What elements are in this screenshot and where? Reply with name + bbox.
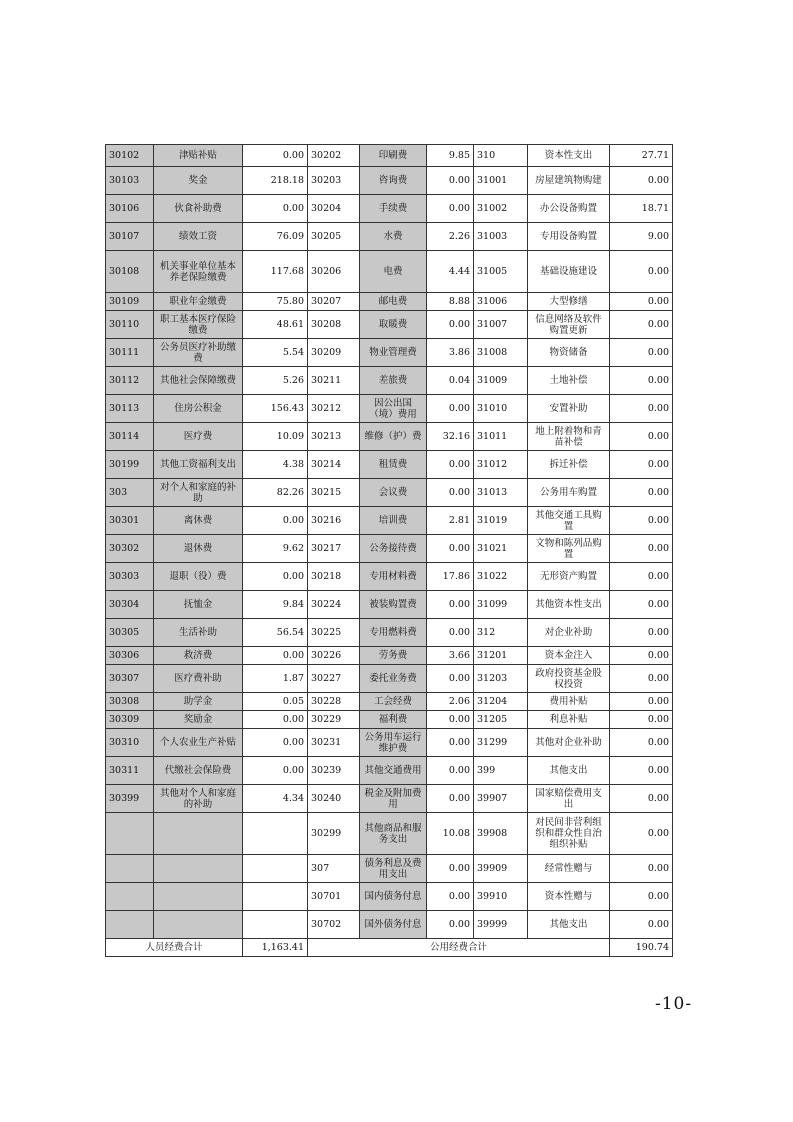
section3-code: 312	[474, 619, 528, 647]
section2-amount: 9.85	[427, 145, 474, 167]
section3-item: 其他支出	[528, 911, 610, 939]
section3-amount: 18.71	[610, 195, 673, 223]
section3-code: 31022	[474, 563, 528, 591]
section2-amount: 0.00	[427, 591, 474, 619]
section2-amount: 3.66	[427, 647, 474, 665]
expense-table-body	[106, 145, 673, 939]
expense-table	[105, 144, 673, 957]
section2-code: 30214	[308, 451, 360, 479]
section2-code: 30226	[308, 647, 360, 665]
section2-item: 咨询费	[360, 167, 427, 195]
section2-item: 印刷费	[360, 145, 427, 167]
section1-amount: 0.00	[243, 647, 308, 665]
section3-amount: 0.00	[610, 395, 673, 423]
section1-amount: 0.00	[243, 711, 308, 729]
section1-amount	[243, 911, 308, 939]
section1-item: 助学金	[154, 693, 243, 711]
section3-amount: 0.00	[610, 507, 673, 535]
section3-amount: 27.71	[610, 145, 673, 167]
section1-code: 30199	[106, 451, 154, 479]
section2-amount: 0.00	[427, 711, 474, 729]
section2-code: 30702	[308, 911, 360, 939]
section2-item: 债务利息及费用支出	[360, 855, 427, 883]
section3-item: 信息网络及软件购置更新	[528, 311, 610, 339]
section3-amount: 0.00	[610, 855, 673, 883]
section3-code: 399	[474, 757, 528, 785]
table-row	[106, 339, 673, 367]
personnel-total-label: 人员经费合计	[106, 939, 243, 957]
section1-amount: 0.00	[243, 145, 308, 167]
totals-row	[106, 939, 673, 957]
table-row	[106, 451, 673, 479]
section2-code: 30224	[308, 591, 360, 619]
section3-amount: 0.00	[610, 813, 673, 855]
section3-code: 31005	[474, 251, 528, 293]
section2-item: 手续费	[360, 195, 427, 223]
table-row	[106, 729, 673, 757]
section1-amount: 9.62	[243, 535, 308, 563]
table-row	[106, 665, 673, 693]
table-row	[106, 251, 673, 293]
table-row	[106, 223, 673, 251]
section2-code: 30217	[308, 535, 360, 563]
section1-item: 对个人和家庭的补助	[154, 479, 243, 507]
section2-amount: 4.44	[427, 251, 474, 293]
section2-amount: 2.26	[427, 223, 474, 251]
section2-item: 水费	[360, 223, 427, 251]
section3-code: 31203	[474, 665, 528, 693]
section1-code: 30112	[106, 367, 154, 395]
section1-amount: 9.84	[243, 591, 308, 619]
section2-amount: 2.81	[427, 507, 474, 535]
section1-amount: 4.34	[243, 785, 308, 813]
section2-item: 劳务费	[360, 647, 427, 665]
section1-amount: 0.00	[243, 507, 308, 535]
table-row	[106, 693, 673, 711]
section2-item: 物业管理费	[360, 339, 427, 367]
section1-item: 机关事业单位基本养老保险缴费	[154, 251, 243, 293]
section3-code: 31009	[474, 367, 528, 395]
section2-amount: 0.04	[427, 367, 474, 395]
table-row	[106, 479, 673, 507]
section1-code: 30114	[106, 423, 154, 451]
page-number: -10-	[655, 994, 693, 1014]
table-row	[106, 883, 673, 911]
table-row	[106, 195, 673, 223]
public-total-value: 190.74	[610, 939, 673, 957]
section1-amount: 75.80	[243, 293, 308, 311]
section2-amount: 0.00	[427, 311, 474, 339]
section1-item: 救济费	[154, 647, 243, 665]
section1-code: 30302	[106, 535, 154, 563]
section2-item: 维修（护）费	[360, 423, 427, 451]
section1-code: 30113	[106, 395, 154, 423]
section3-code: 31006	[474, 293, 528, 311]
section2-item: 培训费	[360, 507, 427, 535]
section3-item: 基础设施建设	[528, 251, 610, 293]
section3-amount: 0.00	[610, 757, 673, 785]
section3-code: 31299	[474, 729, 528, 757]
section3-item: 政府投资基金股权投资	[528, 665, 610, 693]
section3-amount: 9.00	[610, 223, 673, 251]
section3-item: 对民间非营利组织和群众性自治组织补贴	[528, 813, 610, 855]
section1-item: 绩效工资	[154, 223, 243, 251]
section2-code: 30203	[308, 167, 360, 195]
section3-amount: 0.00	[610, 423, 673, 451]
section1-amount: 5.54	[243, 339, 308, 367]
section1-code: 30110	[106, 311, 154, 339]
table-row	[106, 167, 673, 195]
section3-code: 31013	[474, 479, 528, 507]
section1-amount	[243, 855, 308, 883]
section1-code: 30309	[106, 711, 154, 729]
section3-code: 31007	[474, 311, 528, 339]
section2-code: 30213	[308, 423, 360, 451]
table-row	[106, 785, 673, 813]
section3-item: 无形资产购置	[528, 563, 610, 591]
section2-code: 30299	[308, 813, 360, 855]
table-row	[106, 591, 673, 619]
section3-item: 利息补贴	[528, 711, 610, 729]
section1-item: 抚恤金	[154, 591, 243, 619]
section1-amount: 4.38	[243, 451, 308, 479]
section3-item: 地上附着物和青苗补偿	[528, 423, 610, 451]
section2-item: 公务接待费	[360, 535, 427, 563]
section1-item: 医疗费	[154, 423, 243, 451]
section2-amount: 0.00	[427, 535, 474, 563]
section3-item: 安置补助	[528, 395, 610, 423]
section3-amount: 0.00	[610, 785, 673, 813]
section3-code: 39909	[474, 855, 528, 883]
section1-amount: 0.00	[243, 563, 308, 591]
section2-amount: 0.00	[427, 195, 474, 223]
section2-item: 专用材料费	[360, 563, 427, 591]
section2-item: 因公出国（境）费用	[360, 395, 427, 423]
section2-code: 30215	[308, 479, 360, 507]
section1-amount	[243, 883, 308, 911]
section2-code: 30225	[308, 619, 360, 647]
section1-amount	[243, 813, 308, 855]
section2-code: 30207	[308, 293, 360, 311]
table-row	[106, 145, 673, 167]
section3-item: 公务用车购置	[528, 479, 610, 507]
personnel-total-value: 1,163.41	[243, 939, 308, 957]
section2-item: 差旅费	[360, 367, 427, 395]
section1-code	[106, 855, 154, 883]
section2-amount: 0.00	[427, 167, 474, 195]
section1-item: 职业年金缴费	[154, 293, 243, 311]
section1-item: 医疗费补助	[154, 665, 243, 693]
section2-item: 委托业务费	[360, 665, 427, 693]
section2-item: 工会经费	[360, 693, 427, 711]
section3-code: 31021	[474, 535, 528, 563]
section2-item: 取暖费	[360, 311, 427, 339]
section1-code: 30107	[106, 223, 154, 251]
section3-item: 拆迁补偿	[528, 451, 610, 479]
section3-item: 土地补偿	[528, 367, 610, 395]
section1-item: 津贴补贴	[154, 145, 243, 167]
section3-code: 39907	[474, 785, 528, 813]
section3-amount: 0.00	[610, 251, 673, 293]
section1-code: 30111	[106, 339, 154, 367]
section3-code: 31008	[474, 339, 528, 367]
section1-code	[106, 911, 154, 939]
section1-amount: 82.26	[243, 479, 308, 507]
section1-code: 30307	[106, 665, 154, 693]
table-row	[106, 535, 673, 563]
section3-item: 资本金注入	[528, 647, 610, 665]
table-row	[106, 367, 673, 395]
section3-amount: 0.00	[610, 619, 673, 647]
section2-item: 邮电费	[360, 293, 427, 311]
section2-item: 福利费	[360, 711, 427, 729]
section1-amount: 1.87	[243, 665, 308, 693]
section1-amount: 76.09	[243, 223, 308, 251]
section2-code: 30229	[308, 711, 360, 729]
section3-code: 31205	[474, 711, 528, 729]
section1-item	[154, 911, 243, 939]
section1-code	[106, 813, 154, 855]
section3-item: 其他对企业补助	[528, 729, 610, 757]
section2-code: 30212	[308, 395, 360, 423]
section1-item: 职工基本医疗保险缴费	[154, 311, 243, 339]
section3-amount: 0.00	[610, 451, 673, 479]
section3-item: 国家赔偿费用支出	[528, 785, 610, 813]
section2-item: 公务用车运行维护费	[360, 729, 427, 757]
section1-item: 奖金	[154, 167, 243, 195]
section3-code: 39910	[474, 883, 528, 911]
section1-amount: 5.26	[243, 367, 308, 395]
table-row	[106, 395, 673, 423]
section2-code: 30227	[308, 665, 360, 693]
section3-code: 31204	[474, 693, 528, 711]
section3-item: 其他资本性支出	[528, 591, 610, 619]
section2-item: 国内债务付息	[360, 883, 427, 911]
section3-item: 费用补贴	[528, 693, 610, 711]
section1-code: 30305	[106, 619, 154, 647]
table-row	[106, 507, 673, 535]
section3-item: 经常性赠与	[528, 855, 610, 883]
table-row	[106, 757, 673, 785]
section1-amount: 156.43	[243, 395, 308, 423]
section3-code: 31019	[474, 507, 528, 535]
section1-amount: 0.00	[243, 729, 308, 757]
section3-code: 31010	[474, 395, 528, 423]
section1-item: 生活补助	[154, 619, 243, 647]
section2-amount: 0.00	[427, 757, 474, 785]
section1-code: 30109	[106, 293, 154, 311]
section2-amount: 2.06	[427, 693, 474, 711]
section1-item: 退职（役）费	[154, 563, 243, 591]
section3-code: 31002	[474, 195, 528, 223]
section2-amount: 10.08	[427, 813, 474, 855]
section2-code: 30228	[308, 693, 360, 711]
section2-amount: 3.86	[427, 339, 474, 367]
section2-amount: 0.00	[427, 451, 474, 479]
section3-item: 资本性支出	[528, 145, 610, 167]
section3-amount: 0.00	[610, 339, 673, 367]
table-row	[106, 563, 673, 591]
section1-item	[154, 813, 243, 855]
section1-code: 30102	[106, 145, 154, 167]
section1-code: 30103	[106, 167, 154, 195]
section3-code: 310	[474, 145, 528, 167]
section2-code: 30216	[308, 507, 360, 535]
section1-amount: 218.18	[243, 167, 308, 195]
section1-code: 30310	[106, 729, 154, 757]
section3-code: 31012	[474, 451, 528, 479]
section1-amount: 10.09	[243, 423, 308, 451]
section2-amount: 0.00	[427, 665, 474, 693]
section2-amount: 17.86	[427, 563, 474, 591]
section2-code: 30205	[308, 223, 360, 251]
section3-item: 办公设备购置	[528, 195, 610, 223]
section3-item: 对企业补助	[528, 619, 610, 647]
section2-code: 30240	[308, 785, 360, 813]
section2-amount: 0.00	[427, 479, 474, 507]
section3-amount: 0.00	[610, 293, 673, 311]
section3-code: 39999	[474, 911, 528, 939]
section1-item: 其他工资福利支出	[154, 451, 243, 479]
section2-code: 30202	[308, 145, 360, 167]
section1-code	[106, 883, 154, 911]
table-row	[106, 311, 673, 339]
table-row	[106, 293, 673, 311]
section3-item: 专用设备购置	[528, 223, 610, 251]
table-row	[106, 855, 673, 883]
section1-item	[154, 883, 243, 911]
section3-amount: 0.00	[610, 711, 673, 729]
section3-amount: 0.00	[610, 563, 673, 591]
section3-item: 资本性赠与	[528, 883, 610, 911]
section3-code: 39908	[474, 813, 528, 855]
section2-amount: 0.00	[427, 619, 474, 647]
section3-code: 31011	[474, 423, 528, 451]
section3-amount: 0.00	[610, 535, 673, 563]
table-row	[106, 813, 673, 855]
section2-code: 30218	[308, 563, 360, 591]
section3-item: 房屋建筑物购建	[528, 167, 610, 195]
section2-item: 电费	[360, 251, 427, 293]
section3-code: 31003	[474, 223, 528, 251]
section3-amount: 0.00	[610, 911, 673, 939]
section1-item: 住房公积金	[154, 395, 243, 423]
section2-amount: 8.88	[427, 293, 474, 311]
section1-code: 30108	[106, 251, 154, 293]
section3-amount: 0.00	[610, 367, 673, 395]
section2-code: 30701	[308, 883, 360, 911]
section1-amount: 56.54	[243, 619, 308, 647]
section1-amount: 0.05	[243, 693, 308, 711]
section1-code: 30303	[106, 563, 154, 591]
section1-item: 伙食补助费	[154, 195, 243, 223]
table-row	[106, 647, 673, 665]
section2-amount: 32.16	[427, 423, 474, 451]
section2-code: 30211	[308, 367, 360, 395]
section3-amount: 0.00	[610, 883, 673, 911]
table-row	[106, 619, 673, 647]
section2-amount: 0.00	[427, 729, 474, 757]
section1-code: 30304	[106, 591, 154, 619]
section3-amount: 0.00	[610, 665, 673, 693]
section1-amount: 48.61	[243, 311, 308, 339]
section3-item: 物资储备	[528, 339, 610, 367]
section1-code: 30311	[106, 757, 154, 785]
section1-item: 离休费	[154, 507, 243, 535]
section1-amount: 0.00	[243, 757, 308, 785]
section1-item: 退休费	[154, 535, 243, 563]
section3-item: 其他交通工具购置	[528, 507, 610, 535]
section2-code: 307	[308, 855, 360, 883]
section2-code: 30239	[308, 757, 360, 785]
section2-item: 租赁费	[360, 451, 427, 479]
section1-amount: 0.00	[243, 195, 308, 223]
section3-amount: 0.00	[610, 647, 673, 665]
section2-item: 专用燃料费	[360, 619, 427, 647]
section2-code: 30204	[308, 195, 360, 223]
section1-code: 303	[106, 479, 154, 507]
section3-amount: 0.00	[610, 167, 673, 195]
section2-amount: 0.00	[427, 785, 474, 813]
section2-amount: 0.00	[427, 855, 474, 883]
section2-item: 其他交通费用	[360, 757, 427, 785]
section2-item: 国外债务付息	[360, 911, 427, 939]
section2-amount: 0.00	[427, 395, 474, 423]
section3-item: 大型修缮	[528, 293, 610, 311]
section1-code: 30301	[106, 507, 154, 535]
section2-item: 会议费	[360, 479, 427, 507]
section1-item: 代缴社会保险费	[154, 757, 243, 785]
section3-amount: 0.00	[610, 479, 673, 507]
section3-amount: 0.00	[610, 693, 673, 711]
section2-item: 税金及附加费用	[360, 785, 427, 813]
section3-amount: 0.00	[610, 591, 673, 619]
section1-code: 30306	[106, 647, 154, 665]
table-row	[106, 711, 673, 729]
section3-item: 文物和陈列品购置	[528, 535, 610, 563]
section3-amount: 0.00	[610, 311, 673, 339]
section2-item: 被装购置费	[360, 591, 427, 619]
section2-item: 其他商品和服务支出	[360, 813, 427, 855]
section3-code: 31201	[474, 647, 528, 665]
section1-code: 30399	[106, 785, 154, 813]
section1-code: 30308	[106, 693, 154, 711]
section3-item: 其他支出	[528, 757, 610, 785]
table-row	[106, 423, 673, 451]
section1-item: 个人农业生产补贴	[154, 729, 243, 757]
section3-code: 31001	[474, 167, 528, 195]
section1-item: 其他社会保障缴费	[154, 367, 243, 395]
section1-item: 其他对个人和家庭的补助	[154, 785, 243, 813]
section1-item: 奖励金	[154, 711, 243, 729]
section2-code: 30206	[308, 251, 360, 293]
section1-item	[154, 855, 243, 883]
table-row	[106, 911, 673, 939]
section3-code: 31099	[474, 591, 528, 619]
section2-code: 30208	[308, 311, 360, 339]
section3-amount: 0.00	[610, 729, 673, 757]
section2-amount: 0.00	[427, 911, 474, 939]
section2-code: 30209	[308, 339, 360, 367]
section1-item: 公务员医疗补助缴费	[154, 339, 243, 367]
section1-amount: 117.68	[243, 251, 308, 293]
section2-amount: 0.00	[427, 883, 474, 911]
public-total-label: 公用经费合计	[308, 939, 610, 957]
section2-code: 30231	[308, 729, 360, 757]
section1-code: 30106	[106, 195, 154, 223]
